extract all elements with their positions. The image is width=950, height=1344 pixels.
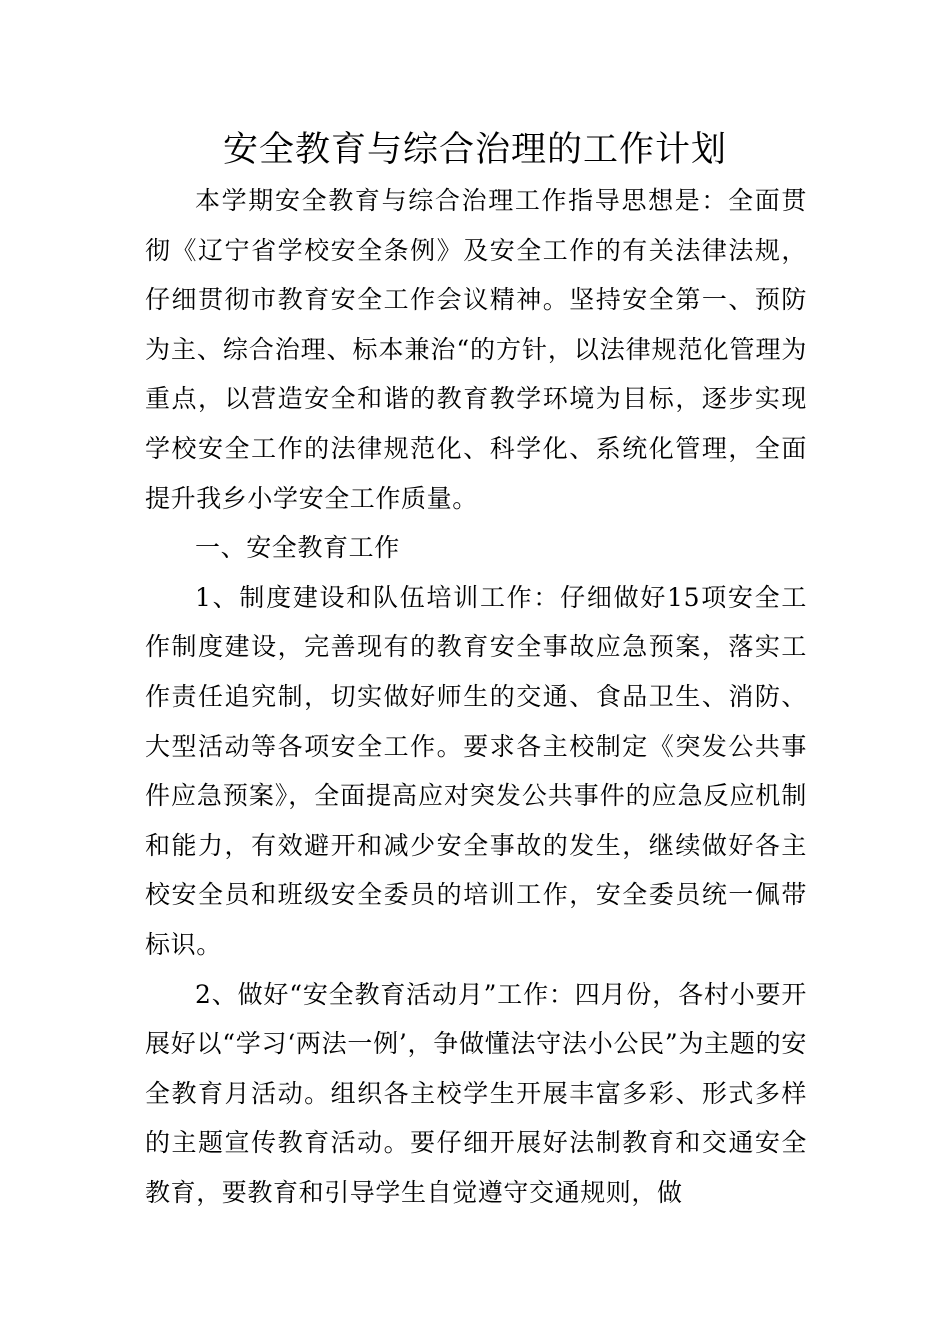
paragraph-safety-month: 2、做好“安全教育活动月”工作：四月份，各村小要开展好以“学习‘两法一例’，争做懂法守法小公民”为主题的安全教育月活动。组织各主校学生开展丰富多彩、形式多样的主题宣传教育活动。要仔细开展好法制教育和交通安全教育，要教育和引导学生自觉遵守交通规则，做 (145, 979, 807, 1207)
paragraph-system-building: 1、制度建设和队伍培训工作：仔细做好15项安全工作制度建设，完善现有的教育安全事故应急预案，落实工作责任追究制，切实做好师生的交通、食品卫生、消防、大型活动等各项安全工作。要求各主校制定《突发公共事件应急预案》，全面提高应对突发公共事件的应急反应机制和能力，有效避开和减少安全事故的发生，继续做好各主校安全员和班级安全委员的培训工作，安全委员统一佩带标识。 (145, 582, 807, 959)
document-body (145, 176, 807, 1217)
paragraph-guiding-principle: 本学期安全教育与综合治理工作指导思想是：全面贯彻《辽宁省学校安全条例》及安全工作的有关法律法规，仔细贯彻市教育安全工作会议精神。坚持安全第一、预防为主、综合治理、标本兼治“的方针，以法律规范化管理为重点，以营造安全和谐的教育教学环境为目标，逐步实现学校安全工作的法律规范化、科学化、系统化管理，全面提升我乡小学安全工作质量。 (145, 186, 807, 513)
document-title: 安全教育与综合治理的工作计划 (222, 130, 727, 170)
section-heading-safety-education: 一、安全教育工作 (195, 533, 400, 563)
